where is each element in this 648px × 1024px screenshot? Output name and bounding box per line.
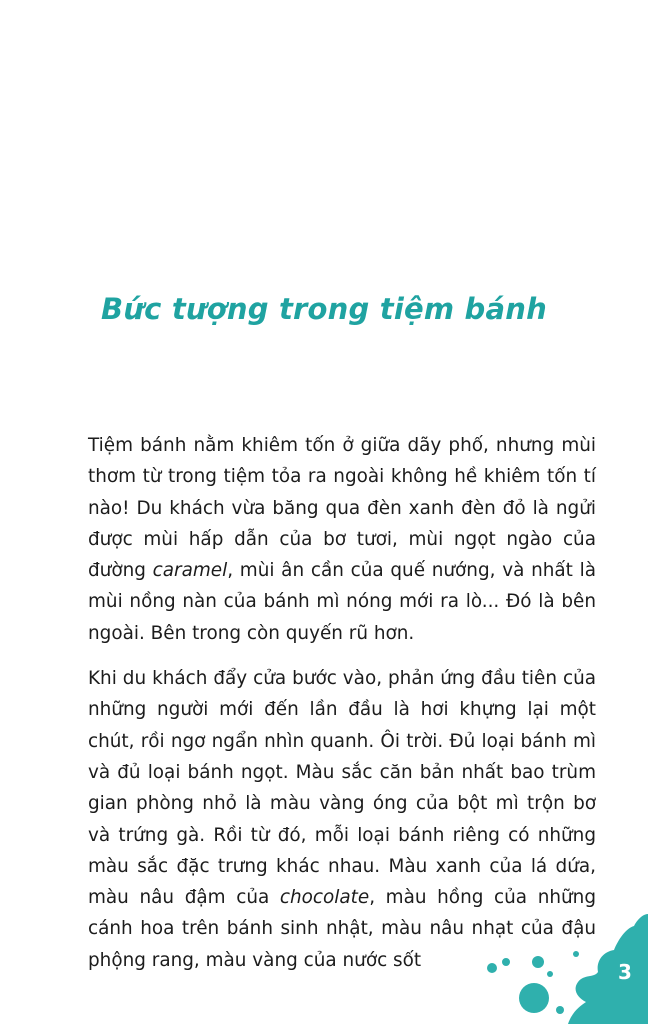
paragraph-1-text-b: , mùi ân cần của quế nướng, và nhất là mùi nồng nàn của bánh mì nóng mới ra lò... Đó là bên ngoài. Bên trong còn quyến rũ hơn. — [88, 560, 596, 644]
paragraph-2-text-a: Khi du khách đẩy cửa bước vào, phản ứng đầu tiên của những người mới đến lần đầu là hơi khựng lại một chút, rồi ngơ ngẩn nhìn quanh. Ôi trời. Đủ loại bánh mì và đủ loại bánh ngọt. Màu sắc căn bản nhất bao trùm gian phòng nhỏ là màu vàng óng của bột mì trộn bơ và trứng gà. Rồi từ đó, mỗi loại bánh riêng có những màu sắc đặc trưng khác nhau. Màu xanh của lá dứa, màu nâu đậm của — [88, 668, 596, 909]
paragraph-1-italic-term: caramel — [152, 560, 228, 582]
paragraph-2-text-b: , màu hồng của những cánh hoa trên bánh sinh nhật, màu nâu nhạt của đậu phộng rang, màu vàng của nước sốt — [88, 887, 597, 971]
page-number: 3 — [618, 960, 632, 984]
paragraph-2-italic-term: chocolate — [279, 887, 370, 909]
paragraph-1-text-a: Tiệm bánh nằm khiêm tốn ở giữa dãy phố, nhưng mùi thơm từ trong tiệm tỏa ra ngoài không hề khiêm tốn tí nào! Du khách vừa băng qua đèn xanh đèn đỏ là ngửi được mùi hấp dẫn của bơ tươi, mùi ngọt ngào của đường — [88, 435, 596, 582]
body-text — [88, 430, 596, 990]
chapter-title: Bức tượng trong tiệm bánh — [101, 292, 547, 326]
paragraph-1 — [88, 430, 596, 649]
